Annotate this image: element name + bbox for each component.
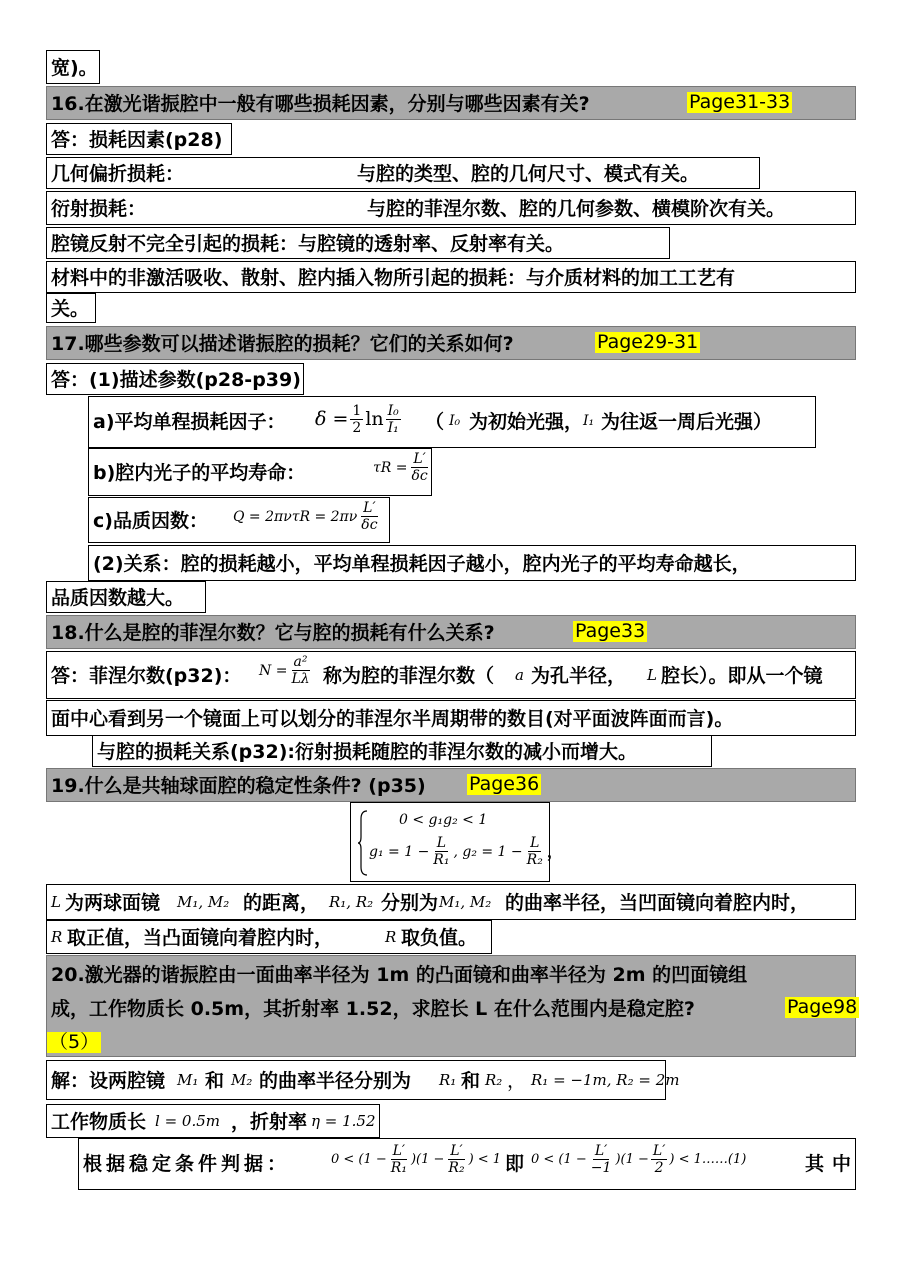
question-17-header: 17.哪些参数可以描述谐振腔的损耗？它们的关系如何? Page29-31 xyxy=(46,326,856,360)
left-brace-icon xyxy=(357,809,369,877)
text-line: 几何偏折损耗： 与腔的类型、腔的几何尺寸、模式有关。 xyxy=(46,157,760,189)
text-line: 答：菲涅尔数(p32)： N = $\frac{\text{a²}}{L\lambda}$ 称为腔的菲涅尔数（ a 为孔半径， L 腔长）。即从一个镜 xyxy=(46,651,856,699)
text-line: 解：设两腔镜 M₁ 和 M₂ 的曲率半径分别为 R₁ 和 R₂ ， R₁ = −1m, R₂ = 2m xyxy=(46,1060,666,1100)
page-ref-badge: Page31-33 xyxy=(689,91,791,113)
text-line: 关。 xyxy=(46,293,96,323)
formula: N = $\frac{\text{a²}}{L\lambda}$ xyxy=(259,654,310,688)
formula: 0 < (1 − $\frac{L'}{\text{R₁}}$ )(1 − $\frac{L'}{\text{R₂}}$ ) < 1 xyxy=(331,1143,502,1177)
page-ref-badge: Page36 xyxy=(469,773,540,795)
formula-line: b)腔内光子的平均寿命： τR = $\frac{L'}{\delta c}$ xyxy=(88,448,432,496)
text-line: 衍射损耗： 与腔的菲涅尔数、腔的几何参数、横模阶次有关。 xyxy=(46,191,856,225)
text-line: 宽)。 xyxy=(46,50,100,84)
formula-line: c)品质因数： Q = 2πντR = 2πν $\frac{L'}{\delta c}$ xyxy=(88,497,390,543)
formula-line: a)平均单程损耗因子： δ = $\frac{1}{2}$ ln $\frac{\text{I₀}}{\text{I₁}}$ （ I₀ 为初始光强， I₁ 为往返一周后光强） xyxy=(88,396,816,448)
formula: τR = $\frac{L'}{\delta c}$ xyxy=(373,451,428,485)
text-line: R 取正值，当凸面镜向着腔内时， R 取负值。 xyxy=(46,920,492,954)
formula-line: 根据稳定条件判据： 0 < (1 − $\frac{L'}{\text{R₁}}$ )(1 − $\frac{L'}{\text{R₂}}$ ) < 1 即 0 < (1 − $\frac{L'}{-1}$ )(1 − $\frac{L'}{2}$ ) < 1……(1) 其中 xyxy=(78,1138,856,1190)
text-line: 腔镜反射不完全引起的损耗：与腔镜的透射率、反射率有关。 xyxy=(46,227,670,259)
text-line: (2)关系：腔的损耗越小，平均单程损耗因子越小，腔内光子的平均寿命越长， xyxy=(88,545,856,581)
page-ref-badge: Page33 xyxy=(575,620,646,642)
page-ref-badge: Page29-31 xyxy=(597,331,699,353)
text-line: 工作物质长 l = 0.5m ，折射率 η = 1.52 xyxy=(46,1104,380,1138)
text-line: 面中心看到另一个镜面上可以划分的菲涅尔半周期带的数目(对平面波阵面而言)。 xyxy=(46,700,856,736)
formula: δ = $\frac{1}{2}$ ln $\frac{\text{I₀}}{\text{I₁}}$ xyxy=(315,403,399,437)
question-20-header: 20.激光器的谐振腔由一面曲率半径为 1m 的凸面镜和曲率半径为 2m 的凹面镜组 成，工作物质长 0.5m，其折射率 1.52，求腔长 L 在什么范围内是稳定腔? Page98 （5） xyxy=(46,955,856,1057)
text-line: L 为两球面镜 M₁, M₂ 的距离， R₁, R₂ 分别为 M₁, M₂ 的曲率半径，当凹面镜向着腔内时， xyxy=(46,884,856,920)
text-line: 品质因数越大。 xyxy=(46,581,206,613)
question-16-header: 16.在激光谐振腔中一般有哪些损耗因素，分别与哪些因素有关? Page31-33 xyxy=(46,86,856,120)
stability-condition-formula: 0 < g₁g₂ < 1 g₁ = 1 − $\frac{L}{\text{R₁}}$ , g₂ = 1 − $\frac{L}{\text{R₂}}$ ， xyxy=(350,802,550,882)
page-ref-badge: Page98 xyxy=(787,996,858,1018)
question-18-header: 18.什么是腔的菲涅尔数？它与腔的损耗有什么关系? Page33 xyxy=(46,615,856,649)
answer-label: 答：损耗因素(p28) xyxy=(46,123,232,155)
formula: Q = 2πντR = 2πν $\frac{L'}{\delta c}$ xyxy=(233,500,378,534)
answer-label: 答：(1)描述参数(p28-p39) xyxy=(46,363,304,395)
text-line: 与腔的损耗关系(p32):衍射损耗随腔的菲涅尔数的减小而增大。 xyxy=(92,735,712,767)
question-19-header: 19.什么是共轴球面腔的稳定性条件? (p35) Page36 xyxy=(46,768,856,802)
formula: 0 < (1 − $\frac{L'}{-1}$ )(1 − $\frac{L'}{2}$ ) < 1……(1) xyxy=(531,1143,747,1177)
text-line: 材料中的非激活吸收、散射、腔内插入物所引起的损耗：与介质材料的加工工艺有 xyxy=(46,261,856,293)
